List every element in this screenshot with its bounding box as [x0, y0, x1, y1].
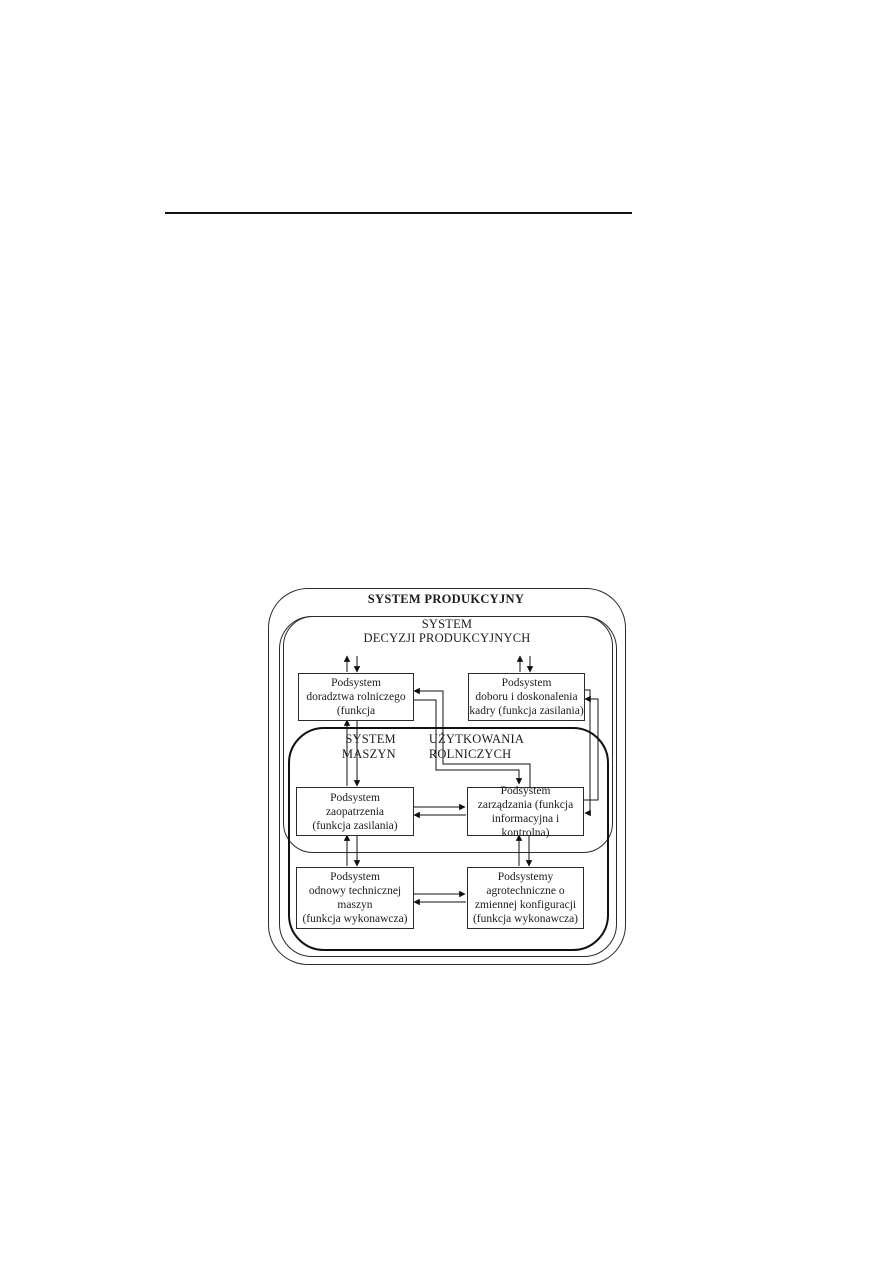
uzytkowania-left-line1: SYSTEM [345, 732, 396, 746]
box-agrotechniczne-line1: Podsystemy [497, 871, 554, 883]
production-system-diagram [268, 588, 628, 966]
box-odnowy-line2: odnowy technicznej [308, 885, 402, 897]
box-podsystem-doradztwa [298, 673, 414, 721]
box-doradztwa-line1: Podsystem [331, 677, 381, 689]
box-doboru-line2: doboru i doskonalenia [475, 691, 578, 703]
box-podsystem-doboru-kadry [468, 673, 585, 721]
system-produkcyjny-label: SYSTEM PRODUKCYJNY [367, 592, 525, 606]
box-doradztwa-line2: doradztwa rolniczego [306, 691, 406, 703]
header-rule [165, 212, 632, 214]
uzytkowania-left-line2: MASZYN [341, 747, 396, 761]
system-decyzji-label-line2: DECYZJI PRODUKCYJNYCH [363, 631, 531, 645]
box-doboru-line3: kadry (funkcja zasilania) [469, 705, 584, 717]
box-podsystem-zarzadzania [467, 784, 584, 839]
box-doboru-line1: Podsystem [501, 677, 552, 689]
box-zaopatrzenia-line2: zaopatrzenia [325, 805, 385, 818]
box-odnowy-line3: maszyn [337, 899, 373, 911]
box-agrotechniczne-line3: zmiennej konfiguracji [474, 899, 577, 911]
box-agrotechniczne-line2: agrotechniczne o [486, 885, 565, 897]
box-podsystem-zaopatrzenia [296, 787, 414, 836]
box-podsystemy-agrotechniczne [467, 867, 584, 929]
box-zarzadzania-line2: zarządzania (funkcja [477, 798, 574, 811]
box-odnowy-line1: Podsystem [330, 871, 380, 883]
box-podsystem-odnowy [296, 867, 414, 929]
box-odnowy-line4: (funkcja wykonawcza) [302, 913, 408, 925]
box-doradztwa-line3: (funkcja [336, 705, 376, 717]
system-decyzji-label-line1: SYSTEM [421, 617, 473, 631]
box-zaopatrzenia-line3: (funkcja zasilania) [312, 819, 398, 832]
uzytkowania-label-right-column [429, 732, 524, 762]
system-uzytkowania-label [253, 732, 613, 762]
uzytkowania-right-line2: ROLNICZYCH [428, 747, 512, 761]
box-zarzadzania-line3: informacyjna i kontrolna) [491, 812, 560, 839]
box-zarzadzania-line1: Podsystem [500, 784, 551, 797]
box-zaopatrzenia-line1: Podsystem [330, 791, 380, 804]
system-decyzji-label [268, 617, 626, 645]
box-agrotechniczne-line4: (funkcja wykonawcza) [472, 913, 579, 925]
uzytkowania-label-left-column [342, 732, 396, 762]
uzytkowania-right-line1: UŻYTKOWANIA [428, 732, 525, 746]
